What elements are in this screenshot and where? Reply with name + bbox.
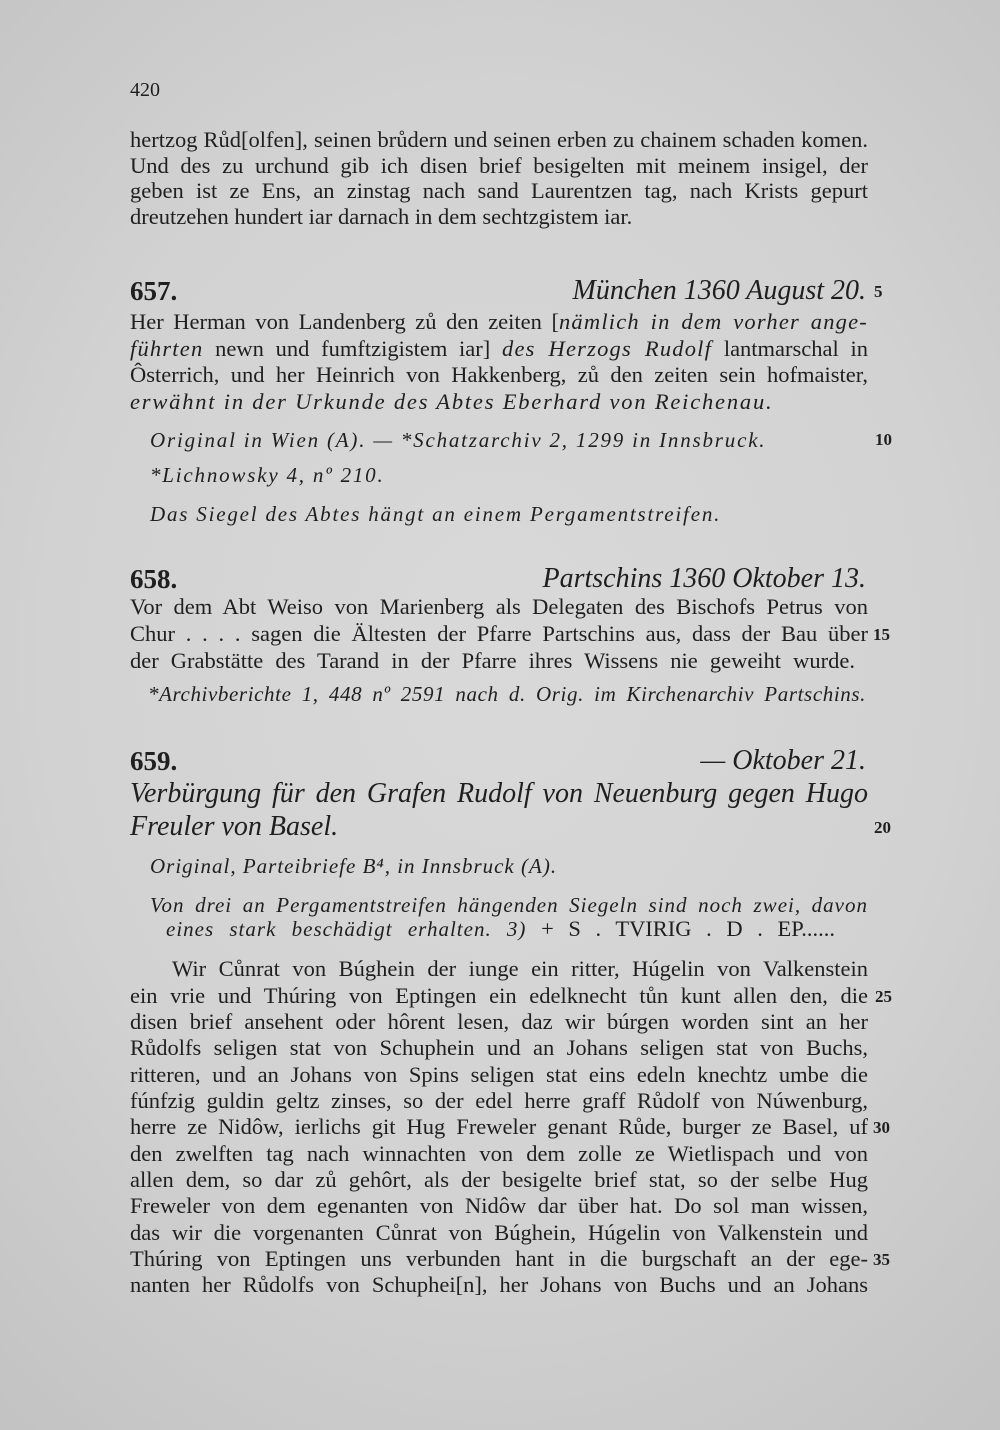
margin-line-number: 10 <box>875 430 892 449</box>
page-number: 420 <box>130 79 160 101</box>
editorial-italic: des Herzogs Rudolf <box>502 336 713 361</box>
margin-line-number: 15 <box>873 625 890 644</box>
entry-title-line: Freuler von Basel. <box>130 811 339 842</box>
entry-number: 659. <box>130 746 178 776</box>
margin-line-number: 20 <box>874 818 891 837</box>
seal-note-text: eines stark beschädigt erhalten. 3) <box>166 917 527 941</box>
intro-line: geben ist ze Ens, an zinstag nach sand Laurentzen tag, nach Krists gepurt <box>130 178 868 203</box>
text-line: Thúring von Eptingen uns verbunden hant in die burgschaft an der ege- <box>130 1246 868 1271</box>
intro-line: Und des zu urchund gib ich disen brief besigelten mit meinem insigel, der <box>130 153 868 178</box>
source-note: Original in Wien (A). — *Schatzarchiv 2, 1299 in Innsbruck. <box>150 428 767 452</box>
summary-line <box>130 389 868 415</box>
entry-dateline: München 1360 August 20. <box>572 275 866 306</box>
margin-line-number: 35 <box>873 1250 890 1269</box>
entry-number: 658. <box>130 564 178 594</box>
text-line: Wir Cůnrat von Búghein der iunge ein ritter, Húgelin von Valkenstein <box>172 956 868 981</box>
entry-dateline: Partschins 1360 Oktober 13. <box>542 563 866 594</box>
intro-line: hertzog Růd[olfen], seinen brůdern und seinen erben zu chainem schaden komen. <box>130 127 868 152</box>
margin-line-number: 5 <box>874 282 883 301</box>
text-line: Růdolfs seligen stat von Schuphein und an Johans seligen stat von Buchs, <box>130 1035 868 1060</box>
entry-number: 657. <box>130 276 178 306</box>
summary-line: Vor dem Abt Weiso von Marienberg als Delegaten des Bischofs Petrus von <box>130 594 868 619</box>
text-line: herre ze Nidôw, ierlichs git Hug Freweler genant Růde, burger ze Basel, uf <box>130 1114 868 1139</box>
text-line: nanten her Růdolfs von Schuphei[n], her Johans von Buchs und an Johans <box>130 1272 868 1297</box>
summary-text: lantmarschal in <box>712 336 868 361</box>
text-line: Freweler von dem egenanten von Nidôw dar über hat. Do sol man wissen, <box>130 1193 868 1218</box>
seal-note-line: Von drei an Pergamentstreifen hängenden Siegeln sind noch zwei, davon <box>150 893 868 917</box>
editorial-italic: nämlich in dem vorher ange- <box>558 309 868 334</box>
text-line: das wir die vorgenanten Cůnrat von Búghein, Húgelin von Valkenstein und <box>130 1220 868 1245</box>
editorial-italic: führten <box>130 336 204 361</box>
text-line: disen brief ansehent oder hôrent lesen, daz wir búrgen worden sint an her <box>130 1009 868 1034</box>
text-line: fúnfzig guldin geltz zinses, so der edel herre graff Růdolf von Núwenburg, <box>130 1088 868 1113</box>
margin-line-number: 30 <box>873 1118 890 1137</box>
entry-dateline: — Oktober 21. <box>700 745 866 776</box>
text-line: ein vrie und Thúring von Eptingen ein edelknecht tůn kunt allen den, die <box>130 983 868 1008</box>
summary-line <box>130 336 868 362</box>
margin-line-number: 25 <box>875 987 892 1006</box>
text-line: allen dem, so dar zů gehôrt, als der besigelte brief stat, so der selbe Hug <box>130 1167 868 1192</box>
summary-text: Her Herman von Landenberg zů den zeiten [ <box>130 309 559 334</box>
editorial-italic: erwähnt in der Urkunde des Abtes Eberhard von Reichenau. <box>130 389 774 414</box>
summary-text: newn und fumftzigistem iar] <box>203 336 503 361</box>
summary-line <box>130 362 868 388</box>
source-note: Original, Parteibriefe B⁴, in Innsbruck (A). <box>150 854 558 878</box>
entry-title-line: Verbürgung für den Grafen Rudolf von Neuenburg gegen Hugo <box>130 778 868 809</box>
seal-note: Das Siegel des Abtes hängt an einem Pergamentstreifen. <box>150 502 722 526</box>
source-note: *Archivberichte 1, 448 nº 2591 nach d. Orig. im Kirchenarchiv Partschins. <box>148 682 866 706</box>
intro-line: dreutzehen hundert iar darnach in dem sechtzgistem iar. <box>130 204 633 229</box>
seal-note-line <box>166 916 835 942</box>
summary-line: Chur . . . . sagen die Ältesten der Pfarre Partschins aus, dass der Bau über <box>130 621 868 646</box>
text-line: den zwelften tag nach winnachten von dem zolle ze Wietlispach und von <box>130 1141 868 1166</box>
summary-text: Ôsterrich, und her Heinrich von Hakkenberg, zů den zeiten sein hofmaister, <box>130 362 868 387</box>
summary-line: der Grabstätte des Tarand in der Pfarre ihres Wissens nie geweiht wurde. <box>130 648 855 673</box>
summary-line <box>130 309 868 335</box>
seal-legend: + S . TVIRIG . D . EP...... <box>541 916 836 941</box>
source-note: *Lichnowsky 4, nº 210. <box>150 463 385 487</box>
text-line: ritteren, und an Johans von Spins seligen stat eins edeln knechtz umbe die <box>130 1062 868 1087</box>
